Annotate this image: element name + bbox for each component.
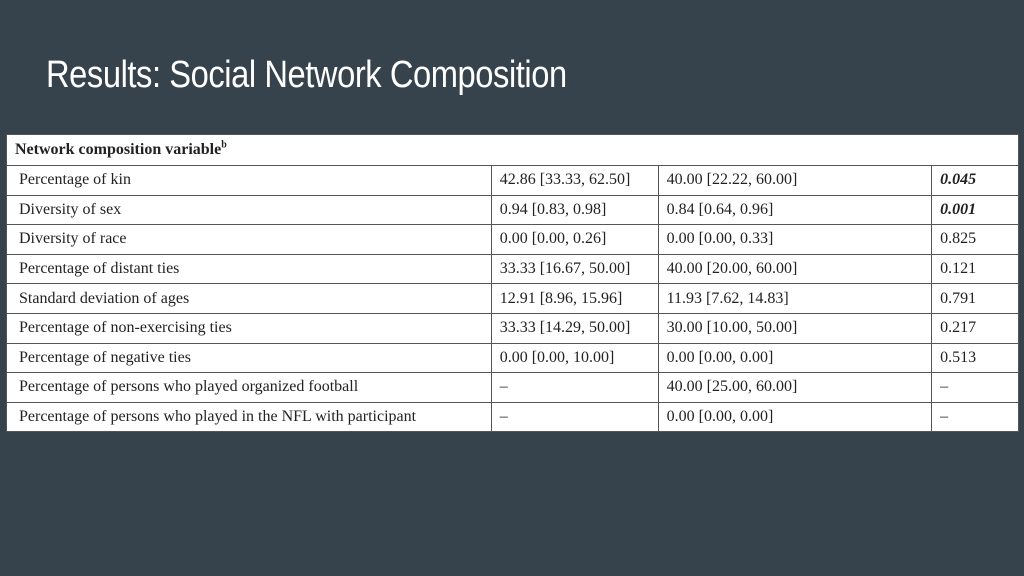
group1-value-cell: 12.91 [8.96, 15.96] [491,284,658,314]
table-header-row [7,135,1019,166]
group2-value-cell: 40.00 [25.00, 60.00] [658,373,931,403]
group1-value-cell: 0.94 [0.83, 0.98] [491,195,658,225]
table-row [7,373,1019,403]
variable-cell: Diversity of race [7,225,492,255]
table-header-footnote-mark: b [221,139,227,151]
table-row [7,166,1019,196]
network-composition-table [6,134,1019,432]
group2-value-cell: 30.00 [10.00, 50.00] [658,313,931,343]
group1-value-cell: 0.00 [0.00, 10.00] [491,343,658,373]
group1-value-cell: 33.33 [16.67, 50.00] [491,254,658,284]
p-value-cell: 0.791 [932,284,1019,314]
p-value-cell: – [932,373,1019,403]
p-value-cell: 0.825 [932,225,1019,255]
slide-title: Results: Social Network Composition [46,54,567,96]
table-row [7,313,1019,343]
group2-value-cell: 0.84 [0.64, 0.96] [658,195,931,225]
group1-value-cell: 42.86 [33.33, 62.50] [491,166,658,196]
table-row [7,225,1019,255]
variable-cell: Percentage of non-exercising ties [7,313,492,343]
table-header-label: Network composition variable [15,141,222,158]
p-value-cell: 0.513 [932,343,1019,373]
variable-cell: Percentage of persons who played in the NFL with participant [7,402,492,432]
group2-value-cell: 40.00 [22.22, 60.00] [658,166,931,196]
table-row [7,402,1019,432]
group2-value-cell: 40.00 [20.00, 60.00] [658,254,931,284]
group1-value-cell: – [491,373,658,403]
group1-value-cell: 0.00 [0.00, 0.26] [491,225,658,255]
table-row [7,254,1019,284]
variable-cell: Standard deviation of ages [7,284,492,314]
variable-cell: Percentage of distant ties [7,254,492,284]
group2-value-cell: 0.00 [0.00, 0.00] [658,343,931,373]
variable-cell: Diversity of sex [7,195,492,225]
table-row [7,284,1019,314]
variable-cell: Percentage of persons who played organized football [7,373,492,403]
group2-value-cell: 0.00 [0.00, 0.33] [658,225,931,255]
group1-value-cell: – [491,402,658,432]
table-header-cell [7,135,1019,166]
table-row [7,343,1019,373]
p-value-cell: 0.217 [932,313,1019,343]
group2-value-cell: 0.00 [0.00, 0.00] [658,402,931,432]
variable-cell: Percentage of negative ties [7,343,492,373]
p-value-cell: 0.121 [932,254,1019,284]
p-value-cell: 0.001 [932,195,1019,225]
table-row [7,195,1019,225]
p-value-cell: – [932,402,1019,432]
variable-cell: Percentage of kin [7,166,492,196]
results-table-image [6,134,1019,432]
group2-value-cell: 11.93 [7.62, 14.83] [658,284,931,314]
p-value-cell: 0.045 [932,166,1019,196]
group1-value-cell: 33.33 [14.29, 50.00] [491,313,658,343]
